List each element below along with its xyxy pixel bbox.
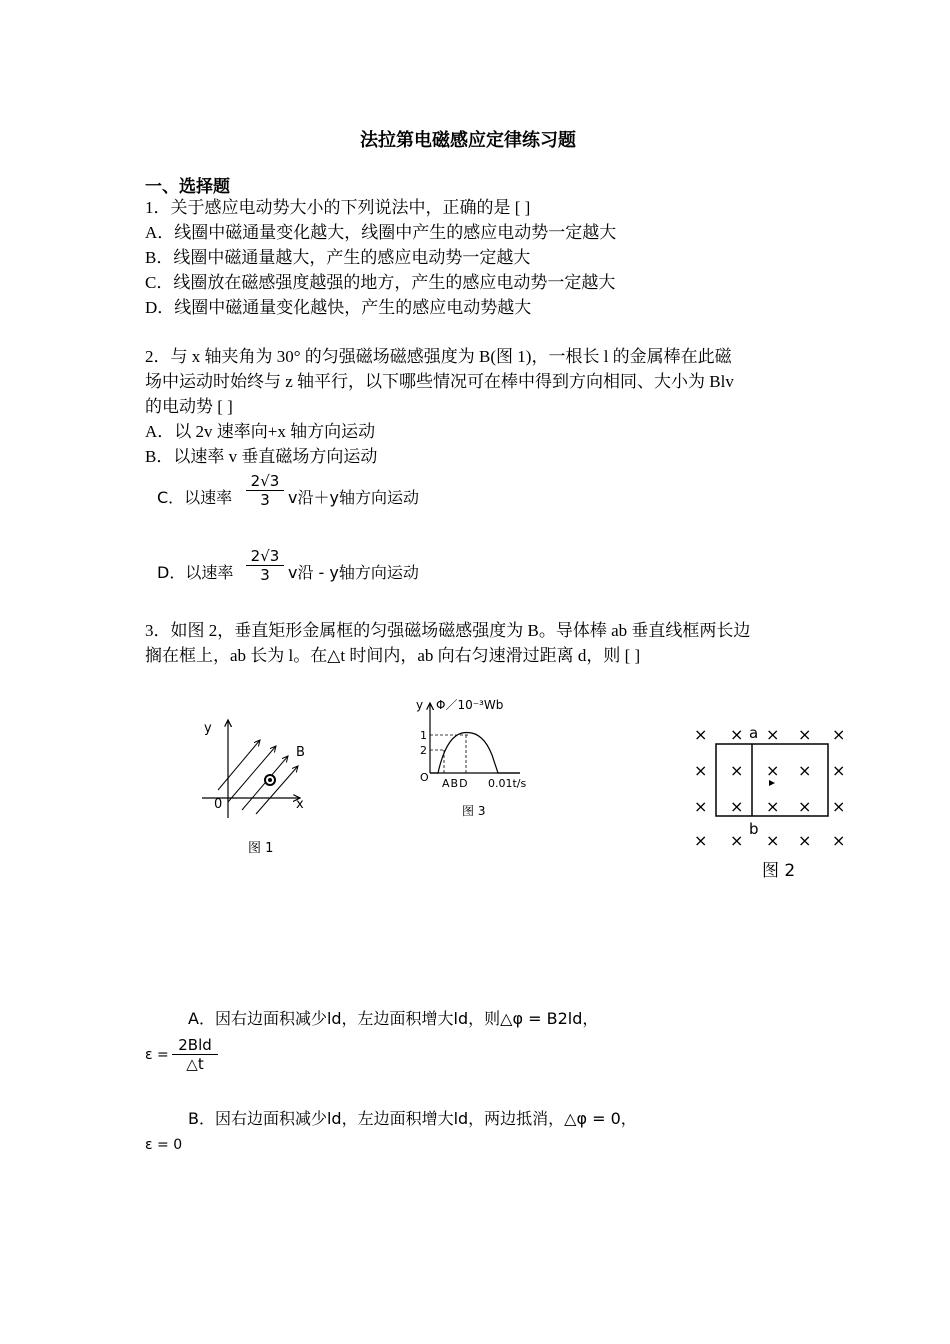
fig1-caption: 图 1 bbox=[248, 841, 274, 856]
q1-option-c: C．线圈放在磁感强度越强的地方，产生的感应电动势一定越大 bbox=[145, 273, 616, 292]
fig2-cross-icon: × bbox=[832, 761, 846, 780]
q2-option-b: B．以速率 v 垂直磁场方向运动 bbox=[145, 447, 378, 466]
section-heading: 一、选择题 bbox=[145, 177, 230, 197]
q2-stem-line-2: 场中运动时始终与 z 轴平行，以下哪些情况可在棒中得到方向相同、大小为 Blv bbox=[145, 372, 734, 391]
fig1-field-line bbox=[256, 766, 298, 814]
figure-1 bbox=[190, 710, 320, 856]
fig2-cross-icon: × bbox=[766, 725, 780, 744]
q3-option-b: B．因右边面积减少ld，左边面积增大ld，两边抵消，△φ = 0， bbox=[188, 1109, 637, 1128]
fig2-cross-icon: × bbox=[832, 797, 846, 816]
fig2-cross-icon: × bbox=[766, 797, 780, 816]
q2-option-c-denominator: 3 bbox=[260, 491, 270, 509]
q3-option-a: A．因右边面积减少ld，左边面积增大ld，则△φ = B2ld， bbox=[188, 1009, 599, 1028]
q2-option-c-prefix: C．以速率 bbox=[157, 488, 233, 507]
q2-option-d-numerator: 2√3 bbox=[250, 547, 280, 565]
q3-option-a-numerator: 2Bld bbox=[178, 1036, 212, 1054]
fig3-y-label: y bbox=[416, 698, 424, 712]
fig2-velocity-arrow-icon bbox=[769, 780, 775, 786]
fig2-cross-icon: × bbox=[766, 761, 780, 780]
fig1-origin-label: 0 bbox=[214, 797, 223, 812]
q2-option-c-numerator: 2√3 bbox=[250, 472, 280, 490]
fig2-cross-icon: × bbox=[730, 831, 744, 850]
q2-stem-line-1: 2．与 x 轴夹角为 30° 的匀强磁场磁感强度为 B(图 1)，一根长 l 的金属棒在此磁 bbox=[145, 347, 732, 366]
fig3-caption: 图 3 bbox=[462, 804, 486, 818]
q3-option-b-eq: ε = 0 bbox=[145, 1137, 183, 1153]
q2-option-d-denominator: 3 bbox=[260, 566, 270, 584]
fig1-x-label: x bbox=[296, 797, 304, 812]
fig2-label-a: a bbox=[749, 724, 759, 742]
fig2-cross-icon: × bbox=[694, 831, 708, 850]
fig2-caption: 图 2 bbox=[762, 861, 796, 881]
q1-option-a: A．线圈中磁通量变化越大，线圈中产生的感应电动势一定越大 bbox=[145, 223, 617, 242]
fig2-cross-icon: × bbox=[798, 831, 812, 850]
fig2-cross-icon: × bbox=[694, 725, 708, 744]
fig2-cross-icon: × bbox=[730, 725, 744, 744]
q1-option-b: B．线圈中磁通量越大，产生的感应电动势一定越大 bbox=[145, 248, 531, 267]
q2-option-d-prefix: D．以速率 bbox=[157, 563, 234, 582]
q1-option-d: D．线圈中磁通量变化越快，产生的感应电动势越大 bbox=[145, 298, 532, 317]
fig1-y-label: y bbox=[204, 721, 212, 736]
q3-option-a-denominator: △t bbox=[186, 1055, 204, 1073]
fig2-label-b: b bbox=[749, 820, 759, 838]
fig3-unit-label: Φ／10⁻³Wb bbox=[436, 698, 504, 712]
fig2-cross-icon: × bbox=[694, 761, 708, 780]
q3-option-a-lhs: ε = bbox=[145, 1047, 169, 1063]
fig1-b-label: B bbox=[296, 745, 305, 760]
fig3-tick-1: 1 bbox=[420, 729, 427, 742]
q1-stem: 1．关于感应电动势大小的下列说法中，正确的是 [ ] bbox=[145, 198, 531, 217]
figure-3 bbox=[410, 695, 550, 825]
fig2-cross-icon: × bbox=[730, 761, 744, 780]
fig3-x-label: 0.01t/s bbox=[488, 777, 527, 790]
fig1-field-line bbox=[218, 740, 260, 790]
fig3-tick-2: 2 bbox=[420, 744, 427, 757]
page-title: 法拉第电磁感应定律练习题 bbox=[360, 130, 576, 151]
q2-option-d-suffix: v沿 - y轴方向运动 bbox=[288, 563, 419, 582]
q2-option-c-fraction bbox=[246, 472, 284, 509]
q3-stem-line-1: 3．如图 2，垂直矩形金属框的匀强磁场磁感强度为 B。导体棒 ab 垂直线框两长边 bbox=[145, 621, 751, 640]
fig2-cross-icon: × bbox=[832, 725, 846, 744]
fig2-cross-icon: × bbox=[766, 831, 780, 850]
q3-stem-line-2: 搁在框上，ab 长为 l。在△t 时间内，ab 向右匀速滑过距离 d，则 [ ] bbox=[145, 646, 641, 665]
fig2-cross-icon: × bbox=[798, 725, 812, 744]
fig2-cross-icon: × bbox=[730, 797, 744, 816]
q2-option-c-suffix: v沿＋y轴方向运动 bbox=[288, 488, 419, 507]
fig3-curve bbox=[430, 732, 520, 773]
fig1-field-line bbox=[228, 746, 276, 802]
q2-option-d-fraction bbox=[246, 547, 284, 584]
fig3-x-ticks: ABD bbox=[442, 777, 469, 790]
q2-stem-line-3: 的电动势 [ ] bbox=[145, 397, 233, 416]
fig2-cross-icon: × bbox=[798, 761, 812, 780]
q2-option-a: A．以 2v 速率向+x 轴方向运动 bbox=[145, 422, 376, 441]
fig2-cross-icon: × bbox=[694, 797, 708, 816]
figure-2 bbox=[688, 714, 860, 884]
fig2-cross-icon: × bbox=[832, 831, 846, 850]
fig3-origin: O bbox=[420, 771, 429, 784]
q3-option-a-fraction bbox=[172, 1036, 218, 1073]
fig2-cross-icon: × bbox=[798, 797, 812, 816]
